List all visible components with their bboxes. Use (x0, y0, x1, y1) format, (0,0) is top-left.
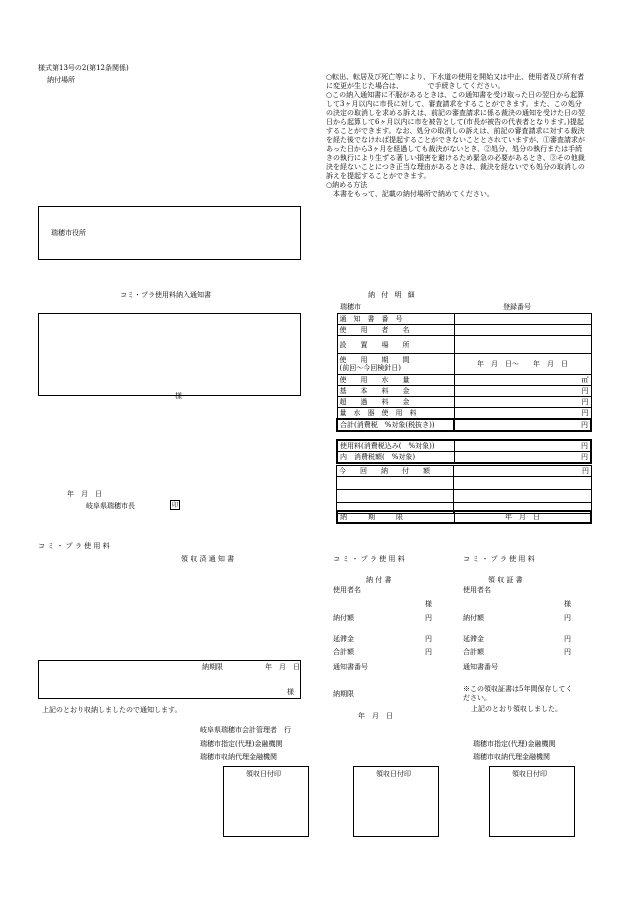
row-value: 円 (454, 408, 591, 420)
slip-stamp-box (353, 766, 439, 837)
cert-notice-no-label: 通知書番号 (463, 663, 498, 671)
table-row (337, 408, 591, 420)
slip-late-yen: 円 (425, 635, 432, 643)
slip-amount-yen: 円 (425, 614, 432, 622)
slip-late-label: 延滞金 (333, 635, 354, 643)
cert-sama: 様 (564, 600, 571, 608)
row-value: 円 (454, 386, 591, 397)
cert-total-yen: 円 (564, 648, 571, 656)
period-label: 使 用 期 間 (339, 356, 410, 364)
row-value (454, 325, 591, 336)
slip-notice-no-label: 通知書番号 (333, 663, 368, 671)
note-method-heading: ○納める方法 (326, 181, 368, 189)
row-label-period (337, 354, 454, 375)
slip-amount-label: 納付額 (333, 614, 354, 622)
addressee-sama: 様 (175, 392, 182, 400)
cert-total-label: 合計額 (463, 648, 484, 656)
table-row (337, 325, 591, 336)
slip-total-yen: 円 (425, 648, 432, 656)
row-value (454, 314, 591, 325)
form-number: 様式第13号の2(第12条関係) (38, 64, 129, 72)
row-label: 設 置 場 所 (337, 336, 454, 354)
table-row (337, 511, 591, 523)
cert-late-label: 延滞金 (463, 635, 484, 643)
period-sublabel: (前回～今回検針日) (339, 364, 401, 372)
row-label: 基 本 料 金 (337, 386, 454, 397)
row-label: 通 知 書 番 号 (337, 314, 454, 325)
note-transfer: ○転出、転居及び死亡等により、下水道の使用を開始又は中止、使用者及び所有者に変更が生じた場合は、 で手続きしてください。 (326, 73, 585, 90)
deadline-label: 納 期 限 (337, 511, 455, 523)
detail-table-deadline (336, 510, 592, 524)
receipt-bank-2: 瑞穂市収納代理金融機関 (200, 753, 277, 761)
subtotal-value: 円 (454, 419, 591, 431)
deadline-value: 年 月 日 (455, 511, 592, 523)
period-value: 年 月 日～ 年 月 日 (454, 354, 591, 375)
row-label: 使 用 水 量 (337, 375, 454, 386)
note-appeal: ○この納入通知書に不服があるときは、この通知書を受け取った日の翌日から起算して3ヶ月以内に市長に対して、審査請求をすることができます。また、この処分の決定の取消しを求める訴えは、前記の審査請求に係る裁決の通知を受けた日の翌日から起算して6ヶ月以内に市を被告として(市長が被告の代表者となります。)提起することができます。なお、処分の取消しの訴えは、前記の審査請求に対する裁決を経た後でなければ提起することができないこととされていますが、①審査請求があった日から3ヶ月を経過しても裁決がないとき、②処分、処分の執行または手続きの執行により生ずる著しい損害を避けるため緊急の必要があるとき、③その他裁決を経ないことにつき正当な理由があるときは、裁決を経ないでも処分の取消しの訴えを提起することができます。 (326, 91, 585, 180)
city-office: 瑞穂市役所 (51, 229, 86, 237)
current-label: 今 回 納 付 額 (337, 466, 454, 477)
cert-amount-yen: 円 (564, 614, 571, 622)
table-row (337, 477, 592, 490)
seal-mark: 印 (171, 502, 178, 509)
row-label: 使 用 者 名 (337, 325, 454, 336)
slip-stamp-label: 領収日付印 (376, 770, 411, 778)
detail-table-tax (336, 439, 592, 464)
row-label: 量 水 器 使 用 料 (337, 408, 454, 420)
slip-due-label: 納期限 (333, 690, 354, 698)
receipt-sama: 様 (287, 688, 294, 696)
row-label: 超 過 料 金 (337, 397, 454, 408)
detail-table-main (336, 313, 592, 432)
table-row (337, 490, 592, 503)
row-value (454, 336, 591, 354)
cert-stamp-box (489, 766, 575, 837)
receipt-title: 領 収 済 通 知 書 (181, 555, 235, 563)
notice-date: 年 月 日 (67, 490, 102, 498)
mayor-name: 岐阜県瑞穂市長 (86, 502, 135, 510)
table-row (337, 386, 591, 397)
subtotal-label: 合計(消費税 %対象(税抜き)) (337, 419, 454, 431)
receipt-addressee-box (38, 660, 301, 699)
cert-bank-2: 瑞穂市収納代理金融機関 (473, 753, 550, 761)
slip-date: 年 月 日 (358, 712, 393, 720)
detail-city: 瑞穂市 (340, 303, 361, 311)
cert-amount-label: 納付額 (463, 614, 484, 622)
receipt-bank-1: 瑞穂市指定(代理)金融機関 (200, 740, 283, 748)
cert-title: 領 収 証 書 (488, 576, 523, 584)
table-row (337, 452, 591, 464)
slip-total-label: 合計額 (333, 648, 354, 656)
cert-late-yen: 円 (564, 635, 571, 643)
detail-table-current (336, 465, 592, 514)
receipt-stamp-box (223, 766, 309, 837)
row-label: 内 消費税額( %対象) (337, 452, 455, 464)
subtotal-row (337, 419, 591, 431)
detail-title: 納 付 明 細 (368, 291, 417, 299)
addressee-box (38, 313, 301, 400)
table-row (337, 354, 591, 375)
payment-place-box (38, 206, 301, 260)
cert-bank-1: 瑞穂市指定(代理)金融機関 (473, 740, 556, 748)
table-row (337, 375, 591, 386)
payment-place-label: 納付場所 (47, 76, 75, 84)
table-row (337, 397, 591, 408)
cert-stamp-label: 領収日付印 (512, 770, 547, 778)
row-value: 円 (454, 397, 591, 408)
receipt-fee-name: コ ミ ・ プ ラ 使 用 料 (38, 542, 110, 550)
slip-sama: 様 (425, 600, 432, 608)
table-row (337, 466, 592, 477)
notice-title: コミ・プラ使用料納入通知書 (120, 291, 211, 299)
registration-number-label: 登録番号 (503, 303, 531, 311)
note-method: 本書をもって、記載の納付場所で納めてください。 (326, 190, 494, 198)
slip-user-label: 使用者名 (333, 586, 361, 594)
receipt-message: 上記のとおり収納しましたので通知します。 (42, 706, 182, 714)
row-value: 円 (455, 440, 592, 452)
table-row (337, 440, 591, 452)
cert-user-label: 使用者名 (463, 586, 491, 594)
receipt-due-date: 年 月 日 (265, 663, 300, 671)
slip-title: 納 付 書 (366, 576, 392, 584)
table-row (337, 336, 591, 354)
current-value: 円 (454, 466, 592, 477)
cert-keep-note: ※この領収証書は5年間保存してください。 (463, 685, 573, 702)
receipt-stamp-label: 領収日付印 (246, 770, 281, 778)
row-label: 使用料(消費税込み( %対象)) (337, 440, 455, 452)
cert-received: 上記のとおり領収しました。 (471, 705, 562, 713)
slip-fee-name: コ ミ ・ プ ラ 使 用 料 (333, 555, 405, 563)
cert-fee-name: コ ミ ・ プ ラ 使 用 料 (463, 555, 535, 563)
receipt-accountant: 岐阜県瑞穂市会計管理者 行 (200, 726, 291, 734)
receipt-due-label: 納期限 (202, 663, 223, 671)
row-value: ㎥ (454, 375, 591, 386)
table-row (337, 314, 591, 325)
notes-block (326, 73, 588, 199)
row-value: 円 (455, 452, 592, 464)
